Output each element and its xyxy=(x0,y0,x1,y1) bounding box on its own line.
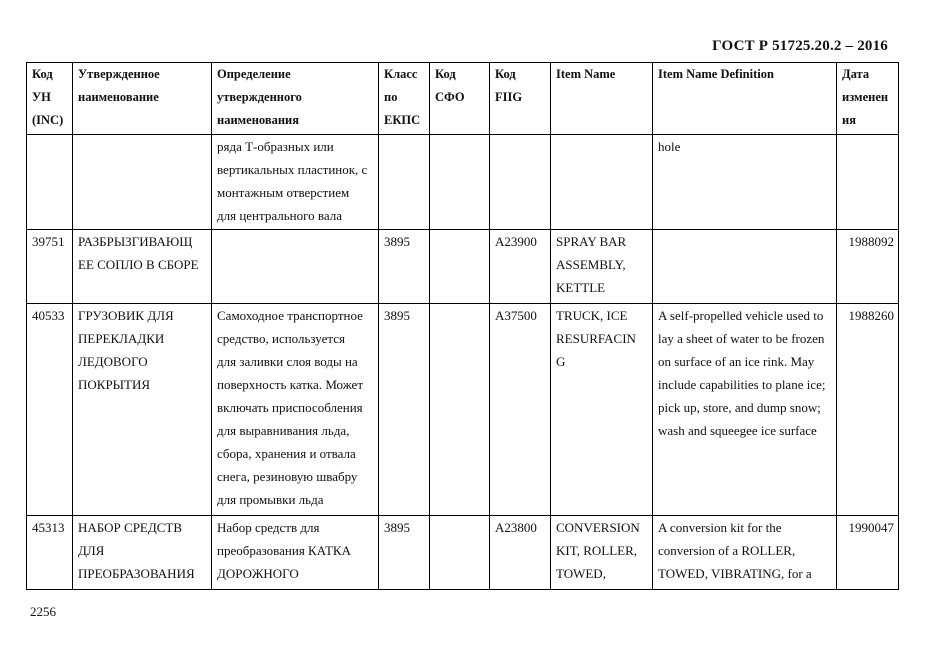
cell-line: SPRAY BAR xyxy=(556,234,627,249)
page-number: 2256 xyxy=(30,604,56,619)
header-line: Код xyxy=(32,67,53,81)
cell-line: вертикальных пластинок, с xyxy=(217,162,368,177)
header-line: по xyxy=(384,90,398,104)
cell-item-name xyxy=(551,516,653,590)
cell-class xyxy=(379,135,430,230)
header-line: изменен xyxy=(842,90,889,104)
cell-item-definition xyxy=(653,304,837,516)
cell-sfo xyxy=(430,516,490,590)
cell-sfo xyxy=(430,230,490,304)
header-fiig xyxy=(490,63,551,135)
header-line: Класс xyxy=(384,67,418,81)
table-header-row xyxy=(27,63,899,135)
cell-inc: 39751 xyxy=(27,230,73,304)
cell-change-date: 1990047 xyxy=(837,516,899,590)
cell-line: снега, резиновую швабру xyxy=(217,469,358,484)
header-line: наименование xyxy=(78,90,159,104)
header-line: Дата xyxy=(842,67,870,81)
cell-line: Самоходное транспортное xyxy=(217,308,363,323)
cell-definition xyxy=(212,230,379,304)
document-title: ГОСТ Р 51725.20.2 – 2016 xyxy=(712,38,888,54)
cell-fiig: A23800 xyxy=(490,516,551,590)
cell-change-date xyxy=(837,135,899,230)
cell-line: преобразования КАТКА xyxy=(217,543,351,558)
cell-line: для заливки слоя воды на xyxy=(217,354,358,369)
header-line: Код xyxy=(435,67,456,81)
header-approved-name xyxy=(73,63,212,135)
cell-line: lay a sheet of water to be frozen xyxy=(658,331,825,346)
cell-line: KETTLE xyxy=(556,280,606,295)
cell-line: G xyxy=(556,354,566,369)
header-line: Код xyxy=(495,67,516,81)
header-line: СФО xyxy=(435,90,465,104)
cell-line: ПОКРЫТИЯ xyxy=(78,377,151,392)
header-line: УН xyxy=(32,90,51,104)
cell-line: ПЕРЕКЛАДКИ xyxy=(78,331,165,346)
table-row xyxy=(27,304,899,516)
cell-line: ASSEMBLY, xyxy=(556,257,626,272)
cell-item-definition xyxy=(653,135,837,230)
cell-fiig: A37500 xyxy=(490,304,551,516)
header-inc xyxy=(27,63,73,135)
cell-class: 3895 xyxy=(379,230,430,304)
cell-line: ДЛЯ xyxy=(78,543,105,558)
cell-item-definition xyxy=(653,516,837,590)
cell-line: CONVERSION xyxy=(556,520,640,535)
cell-change-date: 1988260 xyxy=(837,304,899,516)
cell-item-name xyxy=(551,230,653,304)
cell-line: поверхность катка. Может xyxy=(217,377,363,392)
cell-line: монтажным отверстием xyxy=(217,185,350,200)
table-body xyxy=(27,135,899,590)
cell-line: для промывки льда xyxy=(217,492,324,507)
cell-line: средство, используется xyxy=(217,331,345,346)
cell-definition xyxy=(212,516,379,590)
cell-class: 3895 xyxy=(379,516,430,590)
header-item-name xyxy=(551,63,653,135)
cell-line: включать приспособления xyxy=(217,400,363,415)
header-definition xyxy=(212,63,379,135)
header-line: (INC) xyxy=(32,113,64,127)
header-sfo xyxy=(430,63,490,135)
cell-class: 3895 xyxy=(379,304,430,516)
header-line: наименования xyxy=(217,113,300,127)
table-row xyxy=(27,135,899,230)
cell-inc: 45313 xyxy=(27,516,73,590)
cell-line: hole xyxy=(658,139,681,154)
cell-definition xyxy=(212,135,379,230)
cell-line: A conversion kit for the xyxy=(658,520,782,535)
header-line: ия xyxy=(842,113,856,127)
cell-line: ЕЕ СОПЛО В СБОРЕ xyxy=(78,257,199,272)
cell-line: include capabilities to plane ice; xyxy=(658,377,826,392)
header-change-date xyxy=(837,63,899,135)
cell-inc xyxy=(27,135,73,230)
cell-line: conversion of a ROLLER, xyxy=(658,543,796,558)
cell-item-name xyxy=(551,135,653,230)
cell-line: для центрального вала xyxy=(217,208,342,223)
cell-line: Набор средств для xyxy=(217,520,320,535)
header-line: Определение xyxy=(217,67,291,81)
table-row xyxy=(27,516,899,590)
cell-line: RESURFACIN xyxy=(556,331,636,346)
cell-inc: 40533 xyxy=(27,304,73,516)
cell-line: on surface of an ice rink. May xyxy=(658,354,815,369)
cell-line: ЛЕДОВОГО xyxy=(78,354,148,369)
cell-approved-name xyxy=(73,304,212,516)
cell-line: TOWED, VIBRATING, for a xyxy=(658,566,812,581)
cell-fiig: A23900 xyxy=(490,230,551,304)
cell-approved-name xyxy=(73,135,212,230)
cell-item-name xyxy=(551,304,653,516)
cell-approved-name xyxy=(73,516,212,590)
cell-line: pick up, store, and dump snow; xyxy=(658,400,821,415)
header-line: Item Name xyxy=(556,67,616,81)
nomenclature-table xyxy=(26,62,899,590)
header-item-definition xyxy=(653,63,837,135)
cell-fiig xyxy=(490,135,551,230)
cell-item-definition xyxy=(653,230,837,304)
table-row xyxy=(27,230,899,304)
cell-sfo xyxy=(430,304,490,516)
cell-line: ряда Т-образных или xyxy=(217,139,334,154)
header-line: Item Name Definition xyxy=(658,67,774,81)
cell-line: сбора, хранения и отвала xyxy=(217,446,356,461)
header-line: Утвержденное xyxy=(78,67,160,81)
header-line: FIIG xyxy=(495,90,523,104)
cell-definition xyxy=(212,304,379,516)
cell-line: wash and squeegee ice surface xyxy=(658,423,817,438)
cell-line: ГРУЗОВИК ДЛЯ xyxy=(78,308,174,323)
cell-line: TOWED, xyxy=(556,566,606,581)
header-class xyxy=(379,63,430,135)
cell-line: KIT, ROLLER, xyxy=(556,543,637,558)
cell-line: НАБОР СРЕДСТВ xyxy=(78,520,183,535)
header-line: утвержденного xyxy=(217,90,302,104)
cell-line: A self-propelled vehicle used to xyxy=(658,308,824,323)
cell-line: ДОРОЖНОГО xyxy=(217,566,299,581)
cell-sfo xyxy=(430,135,490,230)
header-line: ЕКПС xyxy=(384,113,421,127)
cell-line: для выравнивания льда, xyxy=(217,423,350,438)
cell-line: ПРЕОБРАЗОВАНИЯ xyxy=(78,566,195,581)
cell-line: TRUCK, ICE xyxy=(556,308,628,323)
cell-approved-name xyxy=(73,230,212,304)
cell-line: РАЗБРЫЗГИВАЮЩ xyxy=(78,234,193,249)
cell-change-date: 1988092 xyxy=(837,230,899,304)
